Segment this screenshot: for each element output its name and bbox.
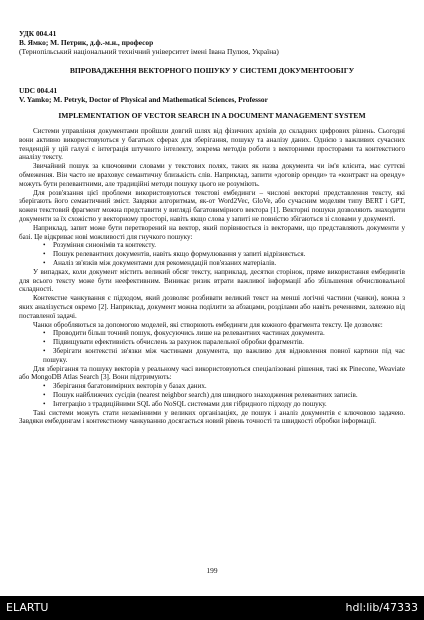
- chunking-benefits-list: [19, 329, 405, 364]
- authors-uk: В. Ямко; М. Петрик, д.ф.-м.н., професор: [19, 37, 154, 47]
- udc-en: UDC 004.41: [19, 86, 58, 95]
- vector-db-features-list: [19, 382, 405, 408]
- paragraph: У випадках, коли документ містить великий обсяг тексту, наприклад, десятки сторінок, пряме використання ембедингів для всього тексту може бути неефективним. Виникає ризик втрати важливої інформації або збільшення обчислювальної складності.: [19, 267, 405, 294]
- paragraph: Такі системи можуть стати незамінними у великих організаціях, де пошук і аналіз документів є ключовою задачею. Завдяки ембедингам і контекстному чанкуванню досягається новий рівень точності та швидкості обробки інформації.: [19, 408, 405, 426]
- list-item: • Аналіз зв'язків між документами для рекомендацій пов'язаних матеріалів.: [43, 259, 405, 268]
- list-item: • Проводити більш точний пошук, фокусуючись лише на релевантних частинах документа.: [43, 329, 405, 338]
- article-body: [19, 127, 405, 426]
- title-uk: ВПРОВАДЖЕННЯ ВЕКТОРНОГО ПОШУКУ У СИСТЕМІ ДОКУМЕНТООБІГУ: [69, 66, 355, 75]
- list-item: • Зберігати контекстні зв'язки між частинами документа, що важливо для відновлення повної картини під час пошуку.: [43, 347, 405, 365]
- paragraph: Наприклад, запит може бути перетворений на вектор, який порівнюється із векторами, що представляють документи у базі. Це відкриває нові можливості для гнучкого пошуку:: [19, 223, 405, 241]
- paragraph: Контекстне чанкування є підходом, який дозволяє розбивати великий текст на менші логічні частини (чанки), кожна з яких аналізується окремо [2]. Наприклад, документ можна поділити за абзацами, розділами або навіть реченнями, залежно від поставленої задачі.: [19, 294, 405, 320]
- header-en: [19, 87, 405, 105]
- paragraph: Системи управління документами пройшли довгий шлях від фізичних архівів до складних цифрових рішень. Сьогодні вони активно використовуються у багатьох сферах для зберігання, пошуку та аналізу даних. Однією з важливих сучасних тенденцій у цій галузі є інтеграція штучного інтелекту, зокрема методів роботи з векторними просторами та контекстного аналізу тексту.: [19, 127, 405, 162]
- list-item: • Зберігання багатовимірних векторів у базах даних.: [43, 382, 405, 391]
- page-number: 199: [206, 566, 218, 575]
- paragraph: Чанки обробляються за допомогою моделей, які створюють ембединги для кожного фрагмента тексту. Це дозволяє:: [33, 320, 383, 329]
- udc-uk: УДК 004.41: [19, 29, 57, 38]
- affiliation-uk: (Тернопільський національний технічний університет імені Івана Пулюя, Україна): [19, 46, 279, 56]
- list-item: • Пошук релевантних документів, навіть якщо формулювання у запиті відрізняється.: [43, 250, 405, 259]
- header-uk: [19, 30, 405, 57]
- paragraph: Для розв'язання цієї проблеми використовуються текстові ембединги – числові векторні представлення тексту, які зберігають його семантичний зміст. Завдяки алгоритмам, як-от Word2Vec, GloVe, або сучасним моделям типу BERT і GPT, кожен текстовий фрагмент можна представити у вигляді багатовимірного вектора [1]. Векторні пошуки дозволяють знаходити документи за їх схожістю у векторному просторі, навіть якщо слова у запиті не повністю збігаються зі словами у документі.: [19, 188, 405, 223]
- paragraph: Звичайний пошук за ключовими словами у текстових полях, таких як назва документа чи ім'я клієнта, має суттєві обмеження. Він часто не враховує семантичну близькість слів. Наприклад, запити «договір оренди» та «контракт на оренду» можуть бути релевантними, але традиційні методи пошуку цього не розуміють.: [19, 162, 405, 188]
- list-item: • Пошук найближчих сусідів (nearest neighbor search) для швидкого знаходження релевантних записів.: [43, 391, 405, 400]
- paragraph: Для зберігання та пошуку векторів у реальному часі використовуються спеціалізовані рішення, такі як Pinecone, Weaviate або MongoDB Atlas Search [3]. Вони підтримують:: [19, 364, 405, 382]
- authors-en: V. Yamko; M. Petryk, Doctor of Physical and Mathematical Sciences, Professor: [19, 94, 268, 104]
- repository-footer: [0, 596, 424, 620]
- capabilities-list: [19, 241, 405, 267]
- footer-repository-name: ELARTU: [6, 601, 49, 614]
- footer-handle: hdl:lib/47333: [345, 601, 418, 614]
- title-en: IMPLEMENTATION OF VECTOR SEARCH IN A DOCUMENT MANAGEMENT SYSTEM: [58, 111, 366, 120]
- list-item: • Інтеграцію з традиційними SQL або NoSQL системами для гібридного підходу до пошуку.: [43, 400, 405, 409]
- list-item: • Розуміння синонімів та контексту.: [43, 241, 405, 250]
- list-item: • Підвищувати ефективність обчислень за рахунок паралельної обробки фрагментів.: [43, 338, 405, 347]
